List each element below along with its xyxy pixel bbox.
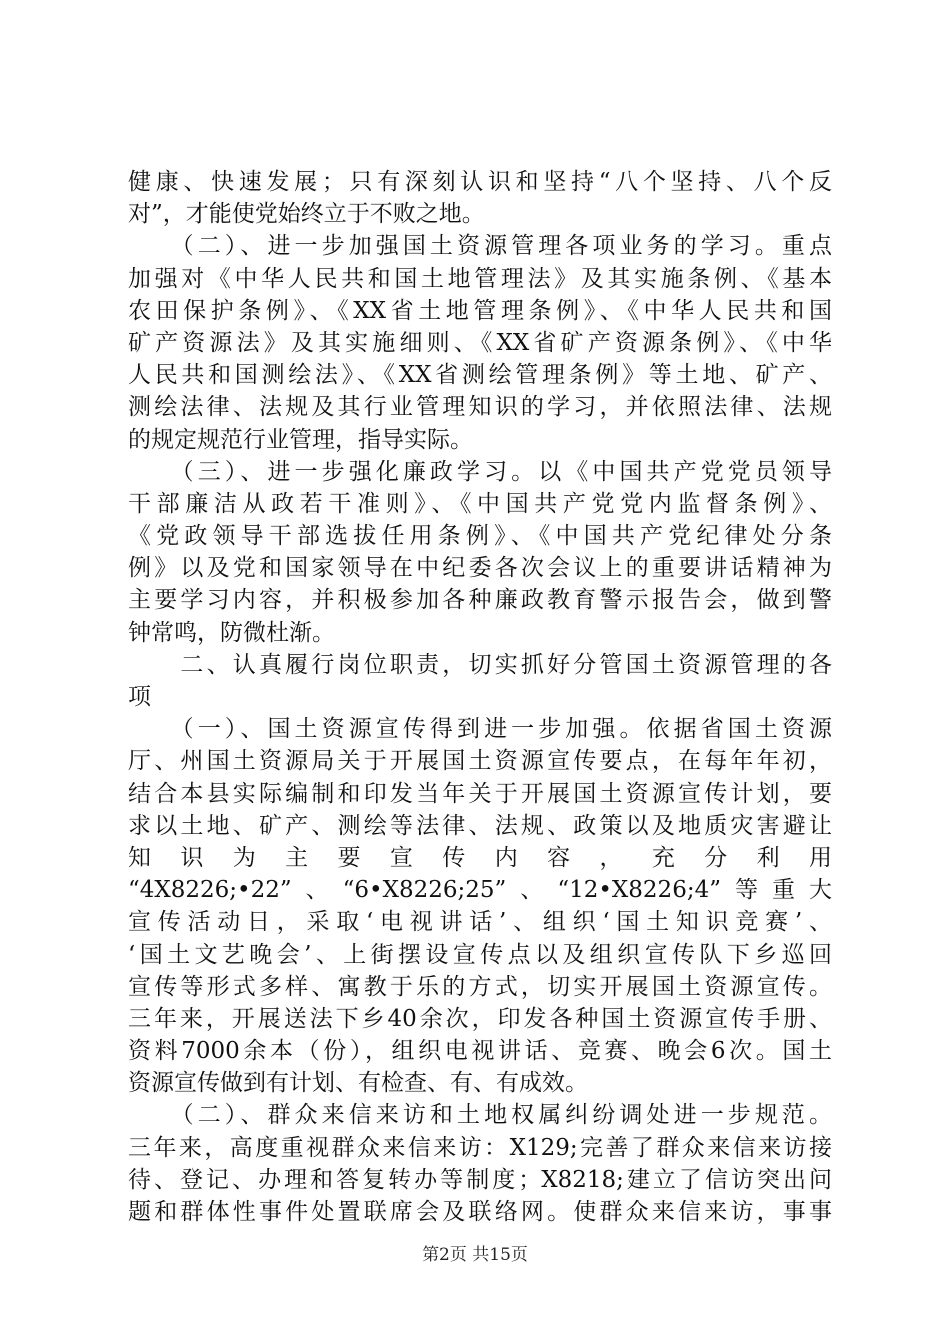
text-line: 二、认真履行岗位职责，切实抓好分管国土资源管理的各 bbox=[128, 651, 832, 678]
text-line: “4X8226;•22”、“6•X8226;25”、“12•X8226;4”等重大 bbox=[128, 877, 832, 904]
text-line: （二）、进一步加强国土资源管理各项业务的学习。重点 bbox=[128, 233, 832, 260]
text-line: 宣传活动日，采取‘电视讲话’、组织‘国土知识竞赛’、 bbox=[128, 909, 832, 936]
text-line: 加强对《中华人民共和国土地管理法》及其实施条例、《基本 bbox=[128, 265, 832, 292]
text-line: 钟常鸣，防微杜渐。 bbox=[128, 619, 335, 646]
text-line: 宣传等形式多样、寓教于乐的方式，切实开展国土资源宣传。 bbox=[128, 973, 832, 1000]
text-line: 干部廉洁从政若干准则》、《中国共产党党内监督条例》、 bbox=[128, 490, 832, 517]
text-line: 知识为主要宣传内容，充分利用 bbox=[128, 844, 832, 871]
text-line: 结合本县实际编制和印发当年关于开展国土资源宣传计划，要 bbox=[128, 780, 832, 807]
text-line: 三年来，高度重视群众来信来访：X129;完善了群众来信来访接 bbox=[128, 1134, 832, 1161]
text-line: 的规定规范行业管理，指导实际。 bbox=[128, 426, 473, 453]
text-line: 人民共和国测绘法》、《XX省测绘管理条例》等土地、矿产、 bbox=[128, 362, 832, 389]
text-line: （一）、国土资源宣传得到进一步加强。依据省国土资源 bbox=[128, 716, 832, 743]
page-footer: 第2页 共15页 bbox=[422, 1245, 528, 1265]
text-line: 例》以及党和国家领导在中纪委各次会议上的重要讲话精神为 bbox=[128, 555, 832, 582]
text-line: 《党政领导干部选拔任用条例》、《中国共产党纪律处分条 bbox=[128, 523, 832, 550]
text-line: 健康、快速发展；只有深刻认识和坚持“八个坚持、八个反 bbox=[128, 169, 832, 195]
text-line: 三年来，开展送法下乡40余次，印发各种国土资源宣传手册、 bbox=[128, 1005, 832, 1032]
text-line: 测绘法律、法规及其行业管理知识的学习，并依照法律、法规 bbox=[128, 394, 832, 421]
text-line: 厅、州国土资源局关于开展国土资源宣传要点，在每年年初， bbox=[128, 748, 832, 775]
text-line: （二）、群众来信来访和土地权属纠纷调处进一步规范。 bbox=[128, 1102, 832, 1129]
document-body bbox=[128, 166, 832, 1228]
text-line: ‘国土文艺晚会’、上街摆设宣传点以及组织宣传队下乡巡回 bbox=[128, 941, 832, 968]
text-line: 题和群体性事件处置联席会及联络网。使群众来信来访，事事 bbox=[128, 1199, 832, 1225]
text-line: 待、登记、办理和答复转办等制度；X8218;建立了信访突出问 bbox=[128, 1166, 832, 1193]
text-line: 资料7000余本（份），组织电视讲话、竞赛、晚会6次。国土 bbox=[128, 1038, 832, 1065]
text-line: 求以土地、矿产、测绘等法律、法规、政策以及地质灾害避让 bbox=[128, 812, 832, 839]
text-line: （三）、进一步强化廉政学习。以《中国共产党党员领导 bbox=[128, 458, 832, 485]
text-line: 矿产资源法》及其实施细则、《XX省矿产资源条例》、《中华 bbox=[128, 329, 832, 356]
text-line: 农田保护条例》、《XX省土地管理条例》、《中华人民共和国 bbox=[128, 297, 832, 324]
text-line: 项 bbox=[128, 684, 151, 710]
text-line: 资源宣传做到有计划、有检查、有、有成效。 bbox=[128, 1070, 588, 1097]
text-line: 主要学习内容，并积极参加各种廉政教育警示报告会，做到警 bbox=[128, 587, 832, 614]
text-line: 对”，才能使党始终立于不败之地。 bbox=[128, 201, 485, 228]
